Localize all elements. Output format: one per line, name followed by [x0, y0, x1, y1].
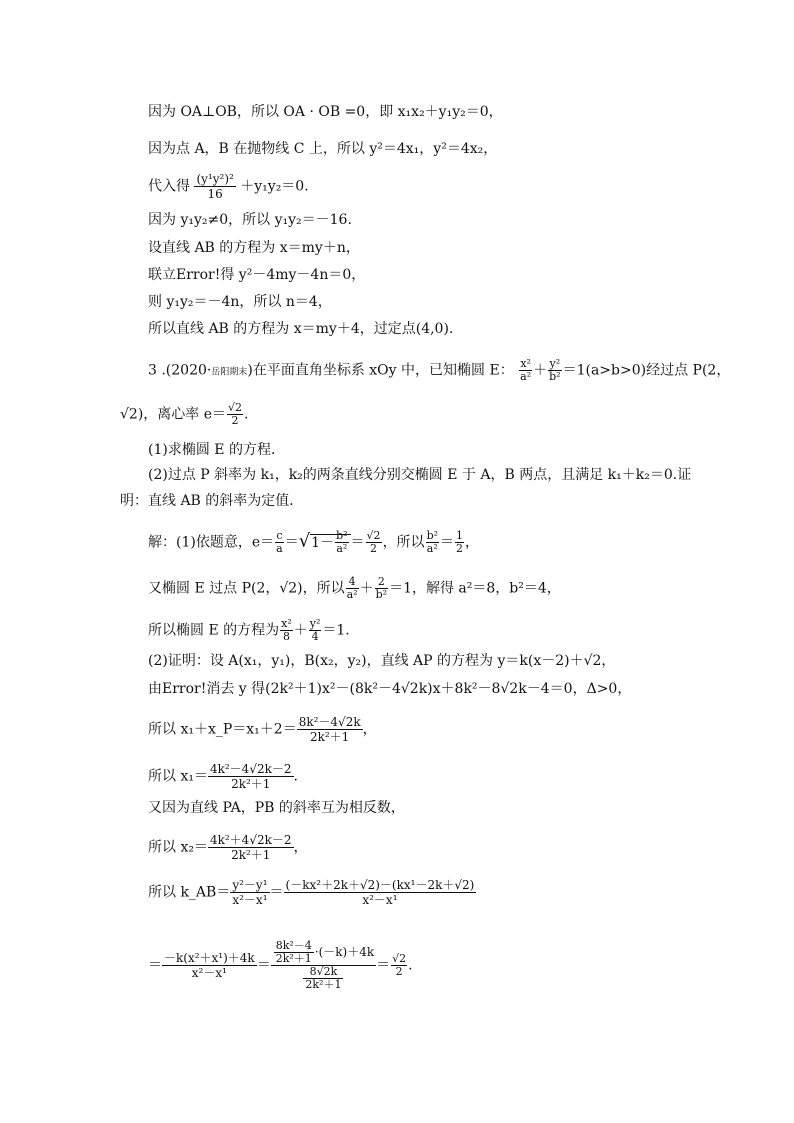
- fraction-slope-1: [230, 878, 269, 907]
- line-6-text: 联立Error!得 y²－4my－4n＝0，: [148, 267, 366, 283]
- frac-num: 1: [456, 529, 464, 542]
- frac-den: 2k²＋1: [231, 848, 271, 862]
- solution-9-text-b: ，: [293, 839, 308, 856]
- line-5-text: 设直线 AB 的方程为 x＝my＋n，: [148, 240, 360, 256]
- solution-5-text: 由Error!消去 y 得(2k²＋1)x²－(8k²－4√2k)x＋8k²－8√2k－4＝0，Δ>0，: [148, 681, 632, 697]
- solution-3-text-a: 所以椭圆 E 的方程为: [148, 622, 280, 639]
- part-1: [148, 442, 285, 458]
- line-1-text: 因为 OA⊥OB，所以 OA · OB =0，即 x₁x₂＋y₁y₂＝0，: [148, 104, 503, 120]
- part-2-line-1: [148, 467, 691, 483]
- equals-sign: ＝: [256, 957, 271, 974]
- frac-den: 2k²＋1: [231, 777, 271, 791]
- equals-sign: ＝: [284, 534, 299, 551]
- frac-den: 2: [370, 542, 378, 555]
- solution-2-text-a: 又椭圆 E 过点 P(2，√2)，所以: [148, 580, 345, 597]
- frac-num: x²: [281, 617, 292, 630]
- solution-3-text-b: ＝1.: [322, 622, 350, 639]
- text-line-3: [148, 172, 309, 201]
- equals-sign: ＝: [440, 534, 455, 551]
- fraction-x1-plus-xp: [297, 715, 363, 744]
- fraction-y1y2-16: [194, 172, 235, 201]
- question-number: 3 .(2020·: [148, 362, 212, 379]
- frac-den: 2: [395, 965, 403, 978]
- frac-num: (－kx²＋2k＋√2)－(kx¹－2k＋√2): [285, 878, 475, 892]
- fraction-y2-b2: [548, 358, 561, 383]
- fraction-1-2: [455, 530, 464, 555]
- solution-2-text-b: ＝1，解得 a²＝8，b²＝4，: [389, 580, 561, 597]
- solution-line-3: [148, 618, 350, 643]
- frac-num: 4k²＋4√2k－2: [209, 833, 292, 847]
- equals-sign: ＝: [376, 957, 391, 974]
- fraction-c-a: [275, 530, 284, 555]
- part-2-line-2: [120, 493, 303, 509]
- equals-sign: ＝: [148, 957, 162, 974]
- text-line-5: [148, 240, 360, 256]
- frac-num: －k(x²＋x¹)＋4k: [164, 951, 255, 965]
- text-line-6: [148, 267, 365, 283]
- question-source: 岳阳期末: [211, 367, 248, 378]
- line-3-prefix: 代入得: [148, 178, 190, 195]
- line-4-text: 因为 y₁y₂≠0，所以 y₁y₂＝－16.: [148, 212, 352, 228]
- question-3-text-d: √2)，离心率 e＝: [120, 406, 227, 423]
- solution-11-end: .: [408, 957, 413, 974]
- frac-den: x²－x¹: [191, 966, 227, 980]
- equals-sign: ＝: [350, 534, 365, 551]
- compound-denominator: [271, 966, 376, 991]
- frac-den: 2: [456, 542, 464, 555]
- frac-den: 2k²＋1: [309, 730, 350, 744]
- plus-sign: ＋: [293, 622, 308, 639]
- compound-numerator-tail: ·(－k)＋4k: [314, 945, 375, 959]
- part-1-text: (1)求椭圆 E 的方程．: [148, 442, 285, 458]
- solution-line-5: [148, 681, 631, 697]
- frac-num: y²: [549, 357, 561, 370]
- equals-sign: ＝: [269, 884, 284, 901]
- frac-den: b²: [549, 370, 561, 383]
- solution-10-text-a: 所以 k_AB＝: [148, 884, 231, 901]
- solution-line-4: [148, 653, 615, 669]
- fraction-denominator: 16: [207, 187, 223, 201]
- line-2-text: 因为点 A，B 在抛物线 C 上，所以 y²＝4x₁，y²＝4x₂，: [148, 141, 498, 157]
- fraction-x1: [208, 762, 294, 791]
- frac-den: a²: [336, 542, 348, 555]
- fraction-slope-2: [284, 878, 477, 907]
- solution-8-text: 又因为直线 PA，PB 的斜率互为相反数，: [148, 800, 405, 816]
- frac-den: b²: [375, 588, 388, 601]
- frac-num: x²: [520, 357, 531, 370]
- frac-num: b²: [426, 529, 439, 542]
- fraction-x2-8: [280, 618, 293, 643]
- radicand: [310, 529, 350, 555]
- frac-num: b²: [336, 529, 348, 542]
- solution-line-8: [148, 800, 405, 816]
- part-2-text-b: 明：直线 AB 的斜率为定值．: [120, 493, 304, 509]
- line-3-suffix: ＋y₁y₂＝0.: [240, 178, 309, 195]
- frac-den: a²: [346, 588, 358, 601]
- part-2-text-a: (2)过点 P 斜率为 k₁，k₂的两条直线分别交椭圆 E 于 A，B 两点，且满足 k₁＋k₂＝0.证: [148, 467, 692, 483]
- frac-den: 4: [311, 630, 319, 643]
- question-3-line-2: [120, 402, 249, 427]
- frac-num: 8√2k: [303, 966, 343, 979]
- frac-num: 4: [346, 576, 359, 589]
- question-3-text-e: .: [244, 406, 249, 423]
- text-line-4: [148, 212, 352, 228]
- radical-sign: √: [298, 530, 311, 552]
- frac-den: a: [276, 542, 283, 555]
- frac-den: a²: [426, 542, 438, 555]
- fraction-4-a2: [346, 576, 359, 601]
- plus-sign: ＋: [359, 580, 374, 597]
- frac-den: 2k²＋1: [275, 952, 312, 965]
- frac-num: c: [276, 529, 283, 542]
- text-line-2: [148, 141, 497, 157]
- frac-den: x²－x¹: [362, 893, 398, 907]
- solution-6-text-a: 所以 x₁＋x_P＝x₁＋2＝: [148, 721, 297, 738]
- frac-num: √2: [366, 529, 381, 542]
- fraction-compound: [271, 940, 376, 991]
- solution-7-text-a: 所以 x₁＝: [148, 768, 208, 785]
- solution-9-text-a: 所以 x₂＝: [148, 839, 208, 856]
- inner-fraction-bottom: [303, 966, 343, 991]
- solution-1-end: ，: [465, 534, 480, 551]
- solution-1-mid: ，所以: [382, 534, 425, 551]
- solution-7-text-b: .: [293, 768, 298, 785]
- fraction-sqrt2-2: [227, 402, 243, 427]
- frac-num: y²: [309, 617, 321, 630]
- frac-den: x²－x¹: [232, 893, 268, 907]
- fraction-result-sqrt2-2: [391, 953, 407, 978]
- solution-line-11: [148, 940, 413, 991]
- fraction-b2-a2-result: [426, 530, 439, 555]
- fraction-x2: [208, 833, 294, 862]
- line-7-text: 则 y₁y₂＝－4n，所以 n＝4，: [148, 294, 332, 310]
- radicand-prefix: 1－: [311, 534, 335, 551]
- question-3-text-c: ＝1(a>b>0)经过点 P(2，: [562, 362, 731, 379]
- frac-den: a²: [520, 370, 532, 383]
- solution-line-6: [148, 715, 377, 744]
- solution-6-text-b: ，: [362, 721, 377, 738]
- solution-4-text: (2)证明：设 A(x₁，y₁)，B(x₂，y₂)，直线 AP 的方程为 y＝k(x－2)＋√2，: [148, 653, 616, 669]
- frac-num: 2: [375, 576, 388, 589]
- frac-den: 2: [231, 414, 239, 427]
- frac-num: 8k²－4: [275, 939, 312, 952]
- fraction-numerator: (y¹y²)²: [196, 172, 234, 186]
- frac-num: 4k²－4√2k－2: [209, 762, 292, 776]
- line-8-text: 所以直线 AB 的方程为 x＝my＋4，过定点(4,0).: [148, 321, 454, 337]
- frac-num: 8k²－4√2k: [298, 715, 361, 729]
- fraction-2-b2: [375, 576, 388, 601]
- fraction-slope-3: [162, 951, 257, 980]
- fraction-y2-4: [309, 618, 322, 643]
- solution-line-10: [148, 878, 476, 907]
- text-line-1: [148, 104, 503, 120]
- fraction-x2-a2: [519, 358, 532, 383]
- frac-den: 8: [282, 630, 290, 643]
- solution-line-9: [148, 833, 308, 862]
- frac-num: y²－y¹: [232, 878, 268, 892]
- solution-line-2: [148, 576, 561, 601]
- inner-fraction-top: [274, 940, 314, 965]
- question-3-text-a: )在平面直角坐标系 xOy 中，已知椭圆 E：: [247, 362, 514, 379]
- solution-line-7: [148, 762, 298, 791]
- fraction-b2-a2: [335, 530, 348, 555]
- solution-1-prefix: 解：(1)依题意，e＝: [148, 534, 275, 551]
- text-line-7: [148, 294, 332, 310]
- frac-den: 2k²＋1: [305, 978, 342, 991]
- frac-num: √2: [392, 952, 407, 965]
- text-line-8: [148, 321, 453, 337]
- plus-sign: ＋: [533, 362, 548, 379]
- compound-numerator: [271, 940, 376, 966]
- fraction-sqrt2-2: [366, 530, 382, 555]
- frac-num: √2: [228, 401, 243, 414]
- solution-line-1: [148, 530, 479, 555]
- question-3-line-1: [148, 358, 730, 383]
